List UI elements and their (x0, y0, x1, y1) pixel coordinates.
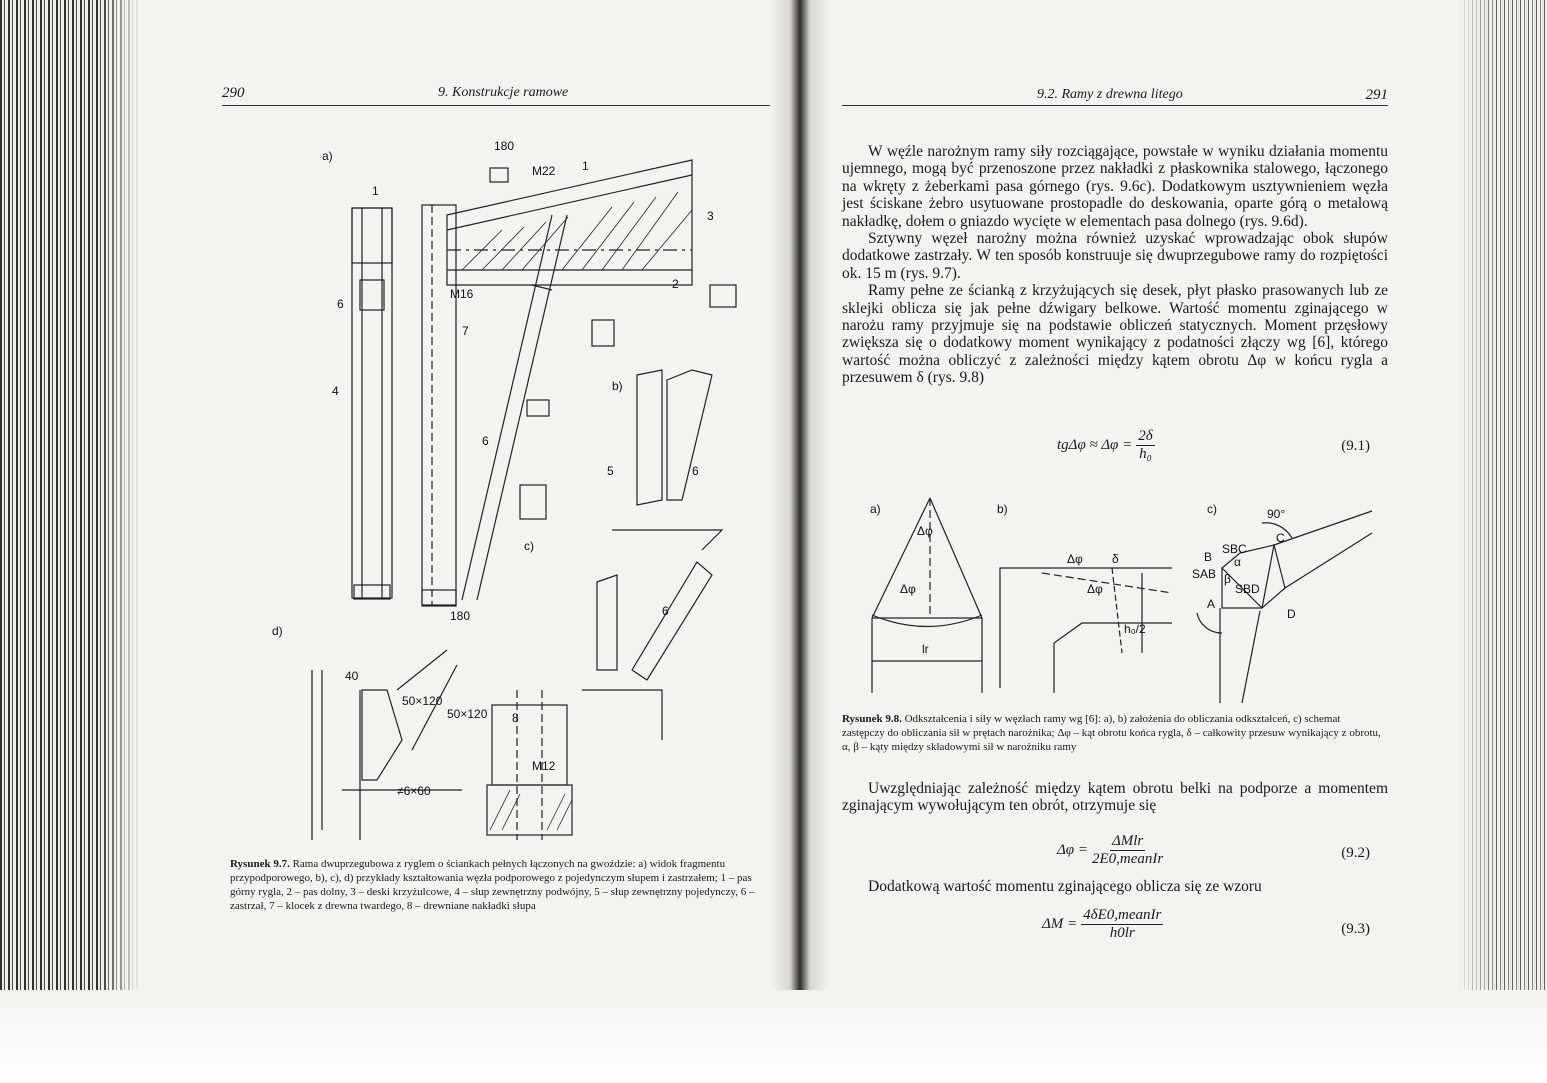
fig98-h0-2: h₀/2 (1124, 622, 1146, 636)
book-edge-right (1457, 0, 1547, 1083)
fig98-sbd: SBD (1235, 582, 1260, 596)
fig97-ref-6: 6 (337, 297, 344, 311)
fig97-ref-5: 5 (607, 464, 614, 478)
fig97-ref-3: 3 (707, 209, 714, 223)
figure-9-8-caption-text: Odkształcenia i siły w węzłach ramy wg [6]: a), b) założenia do obliczania odkształceń, c) schemat zastępczy do obliczania sił w prętach narożnika; Δφ – kąt obrotu końca rygla, δ – całkowity przesuw wynikający z obrotu, α, β – kąty między składowymi sił w narożniku ramy (842, 713, 1381, 753)
figure-9-8-caption (842, 712, 1382, 754)
figure-9-7-caption-title: Rysunek 9.7. (230, 858, 290, 870)
fig98-dphi-b2: Δφ (1087, 582, 1103, 596)
fig97-dim-180: 180 (494, 139, 515, 153)
fig97-label-a: a) (322, 149, 333, 163)
figure-9-8-caption-title: Rysunek 9.8. (842, 713, 902, 725)
fig97-ref-6c: 6 (692, 464, 699, 478)
fig98-point-d: D (1287, 607, 1296, 621)
fig97-dim-200x200: 50×120 (402, 694, 443, 708)
right-running-header (842, 85, 1388, 106)
fig98-point-c: C (1276, 531, 1285, 545)
figure-9-7-caption-text: Rama dwuprzegubowa z ryglem o ściankach pełnych łączonych na gwoździe: a) widok fragmentu przypodporowego, b), c), d) przykłady kształtowania węzła podporowego z pojedynczym słupem i zastrzałem; 1 – pas górny rygla, 2 – pas dolny, 3 – deski krzyżulcowe, 4 – słup zewnętrzny podwójny, 5 – słup zewnętrzny pojedynczy, 6 – zastrzał, 7 – klocek z drewna twardego, 8 – drewniane nakładki słupa (230, 858, 755, 912)
fig97-ref-7: 7 (462, 324, 469, 338)
fig98-dphi-a: Δφ (900, 582, 916, 596)
figure-9-7-drawing (262, 130, 762, 840)
book-spine (770, 0, 830, 1083)
fig98-delta: δ (1112, 552, 1119, 566)
fig97-label-d: d) (272, 624, 283, 638)
figure-9-7-caption (230, 857, 770, 913)
left-page (222, 85, 770, 985)
eq3-number: (9.3) (1341, 921, 1370, 937)
paragraph-2: Sztywny węzeł narożny można również uzyskać wprowadzając obok słupów dodatkowe zastrzały. W ten sposób konstruuje się dwuprzegubowe ramy do rozpiętości ok. 15 m (rys. 9.7). (842, 230, 1388, 282)
book-edge-left (0, 0, 140, 1083)
figure-9-8-drawing (842, 493, 1388, 708)
fig98-sab: SAB (1192, 567, 1217, 581)
paragraph-5-text: Dodatkową wartość momentu zginającego oblicza się ze wzoru (868, 878, 1262, 895)
fig97-bolt-m12-b: ≠6×60 (397, 784, 431, 798)
paragraph-3: Ramy pełne ze ścianką z krzyżujących się desek, płyt płasko prasowanych lub ze sklejki oblicza się jak pełne dźwigary belkowe. Wartość momentu zginającego w narożu ramy przyjmuje się na podstawie obliczeń statycznych. Moment przęsłowy zwiększa się o dodatkowy moment wynikający z podatności złączy wg [6], którego wartość można obliczyć z zależności między kątem obrotu Δφ w końcu rygla a przesuwem δ (rys. 9.8) (842, 282, 1388, 387)
fig97-bolt-m22: M22 (532, 164, 556, 178)
eq3-num: 4δE0,meanIr (1083, 907, 1162, 923)
fig97-ref-2: 2 (672, 277, 679, 291)
fig97-dim-120: 40 (345, 669, 359, 683)
equation-9-2 (842, 833, 1388, 873)
fig97-ref-6d: 6 (662, 604, 669, 618)
right-page (842, 85, 1388, 985)
fig98-label-a: a) (870, 502, 881, 516)
fig98-point-a: A (1207, 597, 1216, 611)
fig97-dim-50x120-a: 50×120 (447, 707, 488, 721)
fig98-lr: lr (922, 642, 929, 656)
eq1-num: 2δ (1138, 428, 1153, 444)
fig98-label-b: b) (997, 502, 1008, 516)
fig97-ref-6b: 6 (482, 434, 489, 448)
equation-9-3 (842, 907, 1388, 947)
fig97-bolt-m16-a: M16 (450, 287, 474, 301)
left-running-header (222, 85, 770, 106)
fig98-sbc: SBC (1222, 542, 1247, 556)
paragraph-1: W węźle narożnym ramy siły rozciągające, powstałe w wyniku działania momentu ujemnego, mogą być przenoszone przez nakładki z płaskownika stalowego, łączonego na wkręty z żeberkami pasa górnego (rys. 9.6c). Dodatkowym usztywnieniem węzła jest ściskane żebro usytuowane prostopadle do deskowania, oparte górą o metalową nakładkę, dołem o gniazdo wycięte w elementach pasa dolnego (rys. 9.6d). (842, 143, 1388, 230)
eq3-den: h0lr (1109, 925, 1135, 941)
eq2-lhs: Δφ = (1057, 842, 1088, 858)
fig97-ref-4: 4 (332, 384, 339, 398)
eq2-number: (9.2) (1341, 845, 1370, 861)
fig97-ref-1: 1 (582, 159, 589, 173)
figure-9-7 (262, 130, 762, 840)
eq2-num: ΔMlr (1111, 833, 1144, 849)
fig98-label-c: c) (1207, 502, 1217, 516)
paragraph-4-text: Uwzględniając zależność między kątem obrotu belki na podporze a momentem zginającym wywołującym ten obrót, otrzymuje się (842, 780, 1388, 815)
eq2-den: 2E0,meanIr (1091, 851, 1164, 867)
fig97-bolt-m12-a: M12 (532, 759, 556, 773)
paragraph-5 (842, 878, 1388, 895)
eq1-lhs: tgΔφ ≈ Δφ = (1057, 437, 1133, 453)
fig97-label-b: b) (612, 379, 623, 393)
fig98-dphi-b: Δφ (1067, 552, 1083, 566)
right-running-title: 9.2. Ramy z drewna litego (1037, 87, 1183, 102)
paragraph-4 (842, 780, 1388, 815)
fig98-beta: β (1224, 572, 1231, 586)
figure-9-8 (842, 493, 1388, 708)
left-running-title: 9. Konstrukcje ramowe (438, 85, 569, 100)
fig97-label-c: c) (524, 539, 534, 553)
eq3-lhs: ΔM = (1042, 916, 1078, 932)
eq1-den: h₀ (1139, 446, 1152, 462)
fig97-bolt-m16-b: 180 (450, 609, 471, 623)
right-body-text (842, 143, 1388, 387)
fig97-dim-50x120-b: 8 (512, 711, 519, 725)
right-page-number: 291 (1365, 87, 1388, 103)
fig98-90deg: 90° (1267, 507, 1286, 521)
page-bottom-margin (0, 990, 1547, 1083)
left-page-number: 290 (222, 85, 245, 101)
fig98-alpha: α (1234, 555, 1241, 569)
fig98-point-b: B (1204, 550, 1213, 564)
fig98-dphi-top: Δφ (917, 524, 933, 538)
fig97-ref-1b: 1 (372, 184, 379, 198)
equation-9-1 (842, 428, 1388, 468)
eq1-number: (9.1) (1341, 438, 1370, 454)
